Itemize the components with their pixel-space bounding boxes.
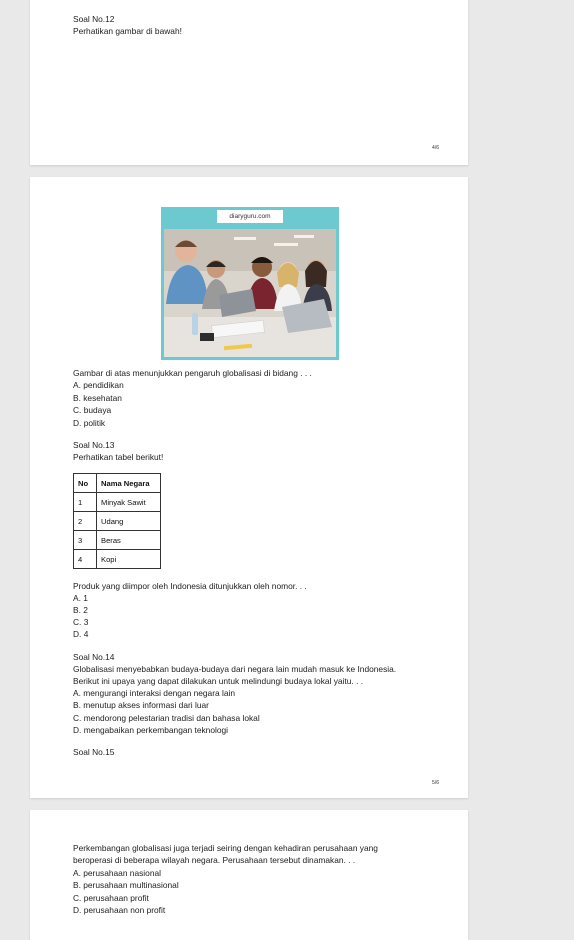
page-4 bbox=[30, 0, 468, 165]
q13-option-c: C. 3 bbox=[73, 617, 89, 627]
q15-option-c: C. perusahaan profit bbox=[73, 893, 149, 903]
question-number-12: Soal No.12 bbox=[73, 14, 115, 24]
question-13-text: Produk yang diimpor oleh Indonesia ditunjukkan oleh nomor. . . bbox=[73, 581, 307, 591]
table-row bbox=[74, 512, 161, 531]
image-watermark-caption: diaryguru.com bbox=[217, 210, 283, 223]
q14-option-a: A. mengurangi interaksi dengan negara lain bbox=[73, 688, 236, 698]
q12-option-b: B. kesehatan bbox=[73, 393, 122, 403]
table-header-row bbox=[74, 474, 161, 493]
table-row bbox=[74, 550, 161, 569]
students-laptops-illustration bbox=[164, 229, 336, 357]
q13-option-a: A. 1 bbox=[73, 593, 88, 603]
q15-option-d: D. perusahaan non profit bbox=[73, 905, 166, 915]
question-12-text: Gambar di atas menunjukkan pengaruh globalisasi di bidang . . . bbox=[73, 368, 312, 378]
page-number: 5/6 bbox=[432, 780, 439, 786]
q15-option-a: A. perusahaan nasional bbox=[73, 868, 162, 878]
q12-option-a: A. pendidikan bbox=[73, 380, 124, 390]
question-15-line-1: Perkembangan globalisasi juga terjadi seiring dengan kehadiran perusahaan yang bbox=[73, 843, 378, 853]
question-14-line-1: Globalisasi menyebabkan budaya-budaya dari negara lain mudah masuk ke Indonesia. bbox=[73, 664, 397, 674]
cell-item: Beras bbox=[97, 531, 161, 550]
cell-no: 1 bbox=[74, 493, 97, 512]
table-row bbox=[74, 493, 161, 512]
page-5 bbox=[30, 177, 468, 798]
q14-option-b: B. menutup akses informasi dari luar bbox=[73, 700, 209, 710]
q12-option-c: C. budaya bbox=[73, 405, 112, 415]
question-number-14: Soal No.14 bbox=[73, 652, 115, 662]
question-15-line-2: beroperasi di beberapa wilayah negara. Perusahaan tersebut dinamakan. . . bbox=[73, 855, 356, 865]
countries-table bbox=[73, 473, 161, 569]
question-number-13: Soal No.13 bbox=[73, 440, 115, 450]
cell-no: 4 bbox=[74, 550, 97, 569]
q14-option-d: D. mengabaikan perkembangan teknologi bbox=[73, 725, 229, 735]
q12-option-d: D. politik bbox=[73, 418, 106, 428]
table-row bbox=[74, 531, 161, 550]
cell-item: Minyak Sawit bbox=[97, 493, 161, 512]
q15-option-b: B. perusahaan multinasional bbox=[73, 880, 179, 890]
q13-option-d: D. 4 bbox=[73, 629, 89, 639]
page-number: 4/6 bbox=[432, 145, 439, 151]
header-country: Nama Negara bbox=[97, 474, 161, 493]
header-no: No bbox=[74, 474, 97, 493]
question-number-15: Soal No.15 bbox=[73, 747, 115, 757]
cell-no: 2 bbox=[74, 512, 97, 531]
cell-item: Udang bbox=[97, 512, 161, 531]
question-13-instruction: Perhatikan tabel berikut! bbox=[73, 452, 164, 462]
cell-no: 3 bbox=[74, 531, 97, 550]
q13-option-b: B. 2 bbox=[73, 605, 88, 615]
question-14-line-2: Berikut ini upaya yang dapat dilakukan untuk melindungi budaya lokal yaitu. . . bbox=[73, 676, 364, 686]
question-12-instruction: Perhatikan gambar di bawah! bbox=[73, 26, 182, 36]
q14-option-c: C. mendorong pelestarian tradisi dan bahasa lokal bbox=[73, 713, 260, 723]
cell-item: Kopi bbox=[97, 550, 161, 569]
globalization-photo bbox=[161, 207, 339, 360]
